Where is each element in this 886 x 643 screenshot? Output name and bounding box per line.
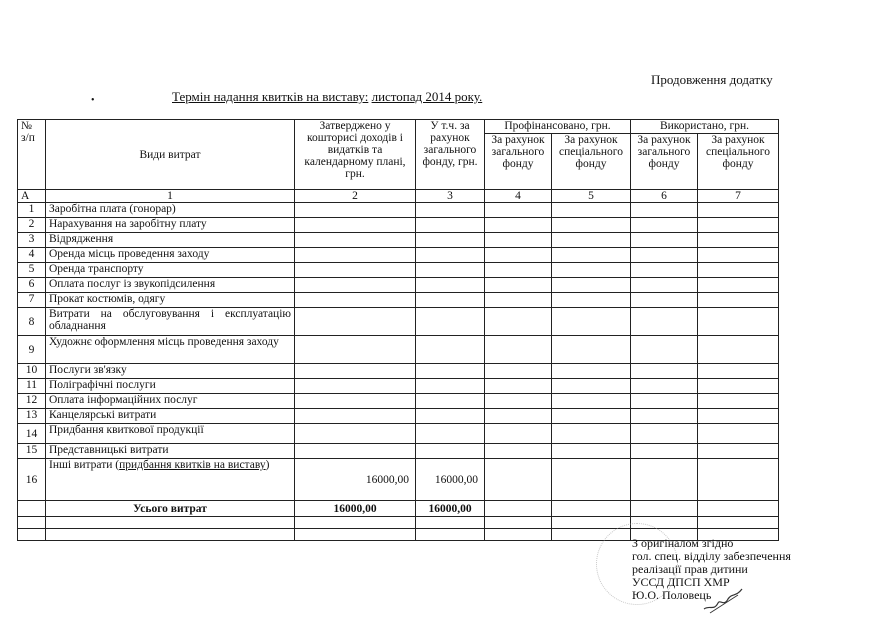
row-number: 10 xyxy=(18,364,46,379)
row-label: Придбання квиткової продукції xyxy=(46,424,295,444)
empty-row xyxy=(18,517,779,529)
table-row xyxy=(18,409,779,424)
index-cell: А xyxy=(18,190,46,203)
row-label: Художнє оформлення місць проведення заходу xyxy=(46,336,295,364)
period-label: Термін надання квитків на виставу: xyxy=(172,89,369,104)
row-number: 15 xyxy=(18,444,46,459)
table-row xyxy=(18,336,779,364)
table-row xyxy=(18,444,779,459)
row-number: 3 xyxy=(18,233,46,248)
header-approved: Затверджено у кошторисі доходів і видатків та календарному плані, грн. xyxy=(295,120,416,190)
row-number: 8 xyxy=(18,308,46,336)
row-label: Поліграфічні послуги xyxy=(46,379,295,394)
header-used-special: За рахунок спеціального фонду xyxy=(698,134,779,190)
row-label: Послуги зв'язку xyxy=(46,364,295,379)
header-financed: Профінансовано, грн. xyxy=(485,120,631,134)
row-label: Оплата послуг із звукопідсилення xyxy=(46,278,295,293)
general-fund-amount: 16000,00 xyxy=(416,459,485,501)
row-number: 16 xyxy=(18,459,46,501)
index-cell: 7 xyxy=(698,190,779,203)
row-label: Оплата інформаційних послуг xyxy=(46,394,295,409)
row-label: Оренда транспорту xyxy=(46,263,295,278)
table-row xyxy=(18,218,779,233)
index-cell: 3 xyxy=(416,190,485,203)
index-cell: 2 xyxy=(295,190,416,203)
expense-table xyxy=(17,119,779,541)
header-num: № з/п xyxy=(18,120,46,190)
table-row xyxy=(18,424,779,444)
index-cell: 6 xyxy=(631,190,698,203)
total-row xyxy=(18,501,779,517)
index-cell: 5 xyxy=(552,190,631,203)
table-row xyxy=(18,233,779,248)
row-number: 6 xyxy=(18,278,46,293)
row-number: 12 xyxy=(18,394,46,409)
approved-amount: 16000,00 xyxy=(295,459,416,501)
row-label: Витрати на обслуговування і експлуатацію обладнання xyxy=(46,308,295,336)
table-row xyxy=(18,248,779,263)
header-row-1 xyxy=(18,120,779,134)
row-number: 9 xyxy=(18,336,46,364)
table-row xyxy=(18,293,779,308)
row-number: 4 xyxy=(18,248,46,263)
row-label: Відрядження xyxy=(46,233,295,248)
table-row xyxy=(18,394,779,409)
row-number: 13 xyxy=(18,409,46,424)
index-row xyxy=(18,190,779,203)
row-label: Заробітна плата (гонорар) xyxy=(46,203,295,218)
certification-line: Ю.О. Половець xyxy=(632,588,712,602)
index-cell: 1 xyxy=(46,190,295,203)
continuation-note: Продовження додатку xyxy=(651,72,773,87)
total-approved: 16000,00 xyxy=(295,501,416,517)
table-row xyxy=(18,308,779,336)
certification-line: З оригіналом згідно xyxy=(632,536,734,550)
period-value: листопад 2014 року. xyxy=(371,89,483,104)
table-row xyxy=(18,278,779,293)
row-number: 1 xyxy=(18,203,46,218)
signature-icon xyxy=(700,585,746,615)
certification-line: гол. спец. відділу забезпечення xyxy=(632,549,791,563)
header-used: Використано, грн. xyxy=(631,120,779,134)
period-line xyxy=(172,89,482,105)
row-number: 11 xyxy=(18,379,46,394)
header-general-fund: У т.ч. за рахунок загального фонду, грн. xyxy=(416,120,485,190)
header-types: Види витрат xyxy=(46,120,295,190)
row-label: Представницькі витрати xyxy=(46,444,295,459)
table-row xyxy=(18,364,779,379)
row-label: Оренда місць проведення заходу xyxy=(46,248,295,263)
row-number: 5 xyxy=(18,263,46,278)
row-number: 14 xyxy=(18,424,46,444)
header-fin-special: За рахунок спеціального фонду xyxy=(552,134,631,190)
row-number: 2 xyxy=(18,218,46,233)
row-label: Канцелярські витрати xyxy=(46,409,295,424)
row-number: 7 xyxy=(18,293,46,308)
index-cell: 4 xyxy=(485,190,552,203)
certification-line: УССД ДПСП ХМР xyxy=(632,575,730,589)
header-used-general: За рахунок загального фонду xyxy=(631,134,698,190)
row-label: Інші витрати (придбання квитків на виставу) xyxy=(46,459,295,501)
certification-line: реалізації прав дитини xyxy=(632,562,748,576)
row-label: Нарахування на заробітну плату xyxy=(46,218,295,233)
table-row xyxy=(18,379,779,394)
table-row xyxy=(18,203,779,218)
table-row xyxy=(18,263,779,278)
table-row xyxy=(18,459,779,501)
total-label: Усього витрат xyxy=(46,501,295,517)
row-label: Прокат костюмів, одягу xyxy=(46,293,295,308)
total-general-fund: 16000,00 xyxy=(416,501,485,517)
stray-mark: • xyxy=(91,95,95,106)
header-fin-general: За рахунок загального фонду xyxy=(485,134,552,190)
